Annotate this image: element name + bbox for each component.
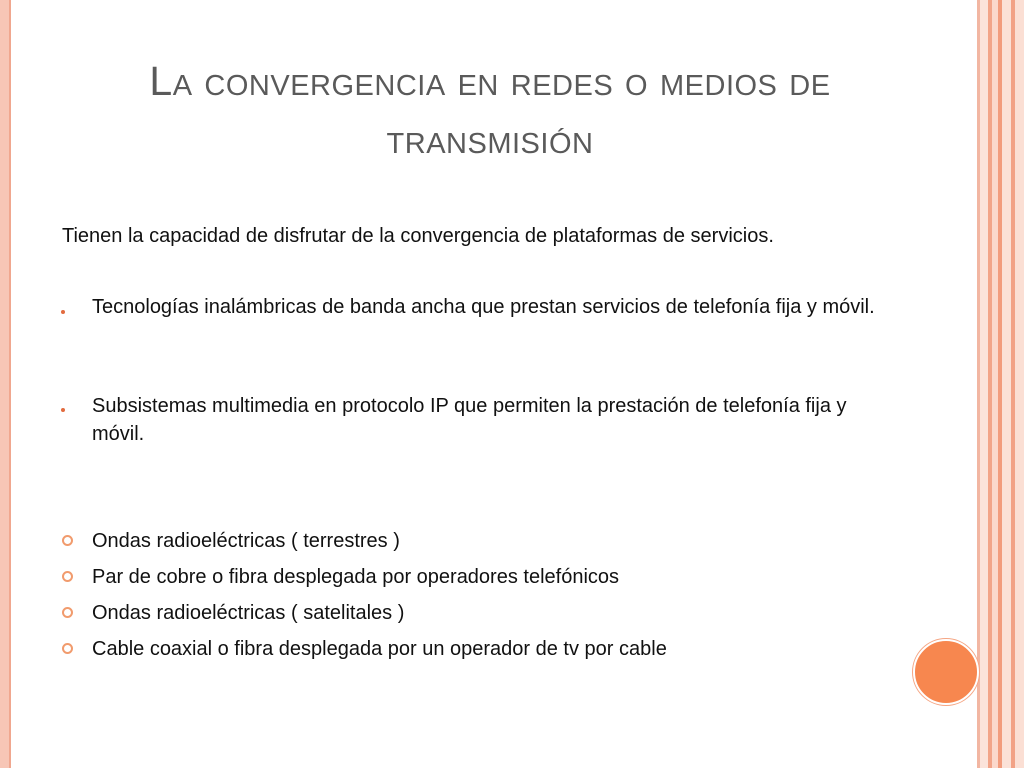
small-bullet-icon — [61, 408, 65, 412]
ring-bullet-icon — [62, 571, 73, 582]
left-border-line — [9, 0, 11, 768]
ring-bullet-icon — [62, 607, 73, 618]
slide-title-line-1: La convergencia en redes o medios de — [149, 58, 831, 104]
slide-title — [60, 52, 920, 168]
intro-paragraph: Tienen la capacidad de disfrutar de la convergencia de plataformas de servicios. — [62, 225, 774, 247]
small-bullet-icon — [61, 310, 65, 314]
list-item: Ondas radioeléctricas ( satelitales ) — [92, 602, 405, 624]
list-item: Par de cobre o fibra desplegada por operadores telefónicos — [92, 566, 620, 588]
right-border-stripe — [980, 0, 988, 768]
right-border-stripe — [1002, 0, 1011, 768]
sub-bullet-item: Subsistemas multimedia en protocolo IP que permiten la prestación de telefonía fija y móvil. — [92, 395, 847, 445]
decorative-circle-icon — [913, 639, 979, 705]
list-item: Ondas radioeléctricas ( terrestres ) — [92, 530, 400, 552]
ring-bullet-icon — [62, 535, 73, 546]
left-border-stripe — [0, 0, 9, 768]
list-item: Cable coaxial o fibra desplegada por un operador de tv por cable — [92, 638, 667, 660]
sub-bullet-item: Tecnologías inalámbricas de banda ancha que prestan servicios de telefonía fija y móvil. — [92, 296, 875, 318]
ring-bullet-icon — [62, 643, 73, 654]
right-border-stripe — [1015, 0, 1024, 768]
slide-title-line-2: transmisión — [386, 116, 594, 162]
